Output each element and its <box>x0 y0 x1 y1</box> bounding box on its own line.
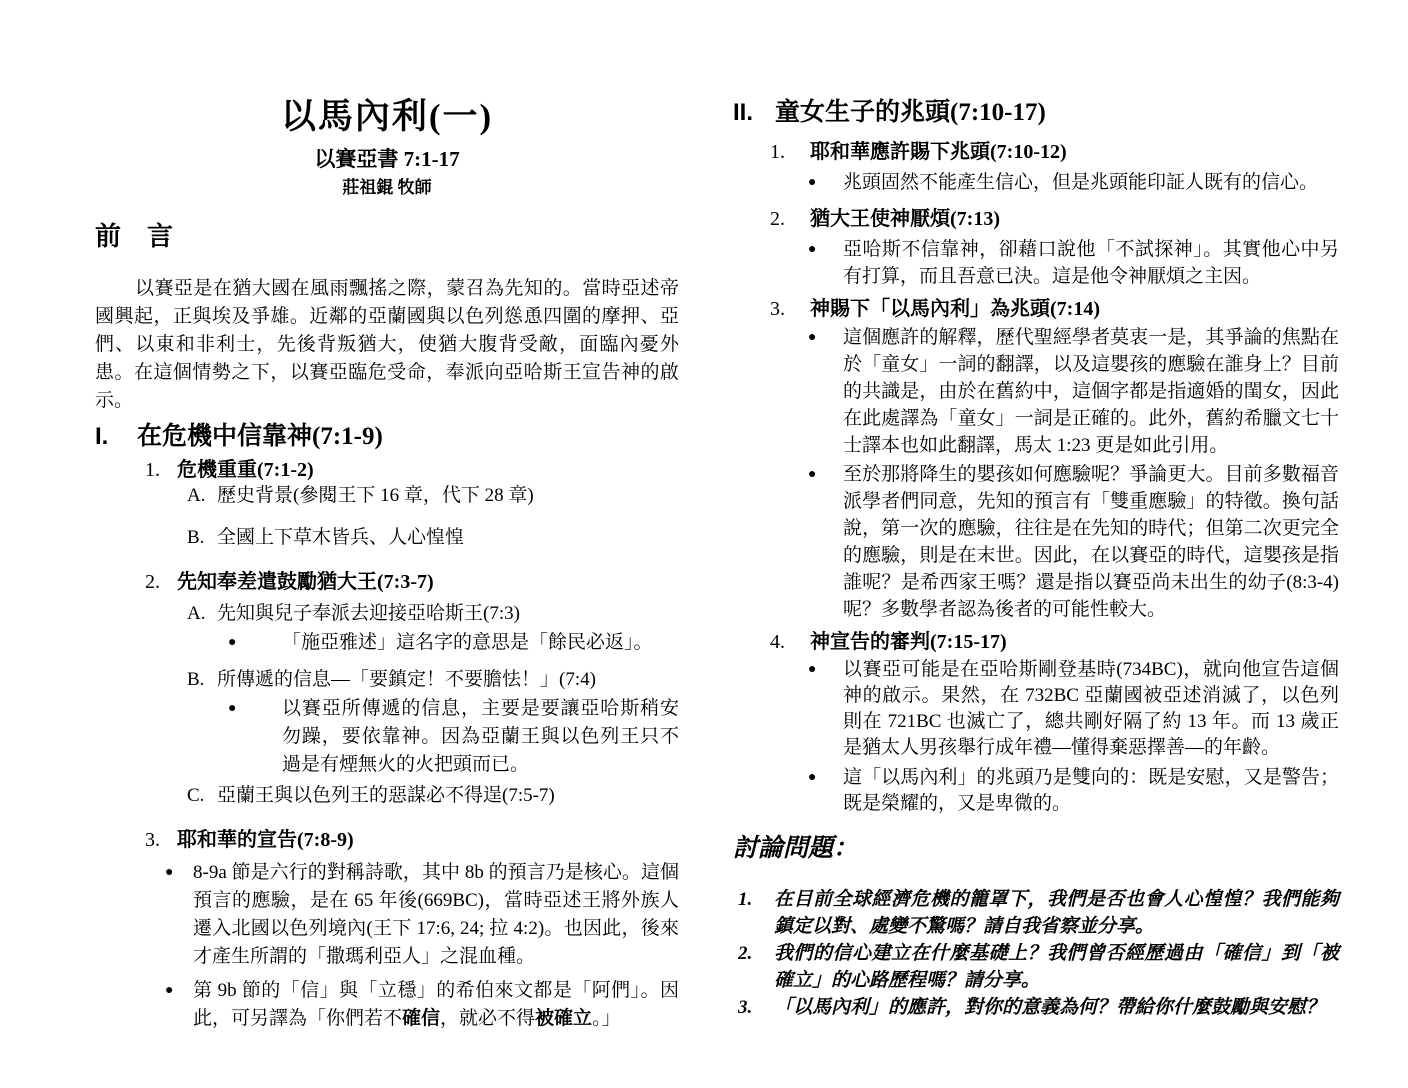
item-number: 1. <box>145 458 160 481</box>
sub-item-1-2-B <box>187 667 679 693</box>
bullet-item <box>228 629 679 657</box>
item-number: 3. <box>145 828 160 851</box>
item-heading: 危機重重(7:1-2) <box>177 458 314 481</box>
item-heading: 神宣告的審判(7:15-17) <box>810 631 1007 653</box>
question-number: 2. <box>738 942 753 964</box>
bullet-text-part: 第 9b 節的「信」與「立穩」的希伯來文都是「阿們」。因此，可另譯為「你們若不 <box>193 979 679 1029</box>
outline-item-1-1 <box>145 457 679 483</box>
bullet-icon: ● <box>808 242 817 257</box>
bullet-text: 兆頭固然不能產生信心，但是兆頭能印証人既有的信心。 <box>843 172 1319 193</box>
item-heading: 猶大王使神厭煩(7:13) <box>810 208 1000 230</box>
bullet-text: 「施亞雅述」這名字的意思是「餘民必返」。 <box>282 631 653 653</box>
scripture-reference: 以賽亞書 7:1-17 <box>314 147 460 171</box>
author-name: 莊祖錕 牧師 <box>342 178 432 197</box>
outline-item-2-1 <box>770 139 1339 165</box>
discussion-question-1 <box>738 886 1339 940</box>
outline-item-1-3 <box>145 827 679 853</box>
discussion-heading: 討論問題： <box>733 835 859 862</box>
item-number: 2. <box>145 570 160 593</box>
bullet-text: 亞哈斯不信靠神，卻藉口說他「不試探神」。其實他心中另有打算，而且吾意已決。這是他令神厭煩之主因。 <box>843 239 1339 287</box>
sub-item-text: 全國上下草木皆兵、人心惶惶 <box>217 526 465 548</box>
sub-item-1-1-B <box>187 525 679 551</box>
outline-item-1-2 <box>145 569 679 595</box>
bullet-text: 以賽亞所傳遞的信息，主要是要讓亞哈斯稍安勿躁，要依靠神。因為亞蘭王與以色列王只不過是有煙無火的火把頭而已。 <box>282 697 679 775</box>
left-column <box>95 95 679 1033</box>
bullet-item <box>808 169 1339 196</box>
item-heading: 耶和華的宣告(7:8-9) <box>177 828 354 851</box>
section-2-number: II. <box>733 99 754 126</box>
bullet-text-part: ，就必不得 <box>440 1007 536 1029</box>
outline-item-2-2 <box>770 206 1339 232</box>
title-block <box>95 95 679 199</box>
sub-item-text: 歷史背景(參閱王下 16 章，代下 28 章) <box>217 484 534 506</box>
sub-item-text: 所傳遞的信息—「要鎮定！不要膽怯！」(7:4) <box>217 668 596 690</box>
item-heading: 先知奉差遣鼓勵猶大王(7:3-7) <box>177 570 434 593</box>
outline-item-2-3 <box>770 296 1339 322</box>
bullet-icon: ● <box>165 864 174 880</box>
bullet-text <box>193 977 679 1033</box>
bullet-icon: ● <box>808 662 817 677</box>
sub-item-text: 先知與兒子奉派去迎接亞哈斯王(7:3) <box>217 602 520 624</box>
bullet-icon: ● <box>808 770 817 785</box>
question-text: 在目前全球經濟危機的籠罩下，我們是否也會人心惶惶？我們能夠鎮定以對、處變不驚嗎？請自我省察並分享。 <box>774 888 1339 937</box>
bullet-text-bold: 確信 <box>402 1007 441 1029</box>
bullet-icon: ● <box>228 700 237 716</box>
bullet-icon: ● <box>808 175 817 190</box>
bullet-text-bold: 被確立 <box>535 1007 593 1029</box>
bullet-item <box>808 461 1339 623</box>
question-number: 1. <box>738 888 753 910</box>
question-number: 3. <box>738 996 753 1018</box>
sub-item-1-1-A <box>187 483 679 509</box>
bullet-text: 以賽亞可能是在亞哈斯剛登基時(734BC)，就向他宣告這個神的啟示。果然，在 732BC 亞蘭國被亞述消滅了，以色列則在 721BC 也滅亡了，總共剛好隔了約 13 年。而 13 歲正是猶太人男孩舉行成年禮—懂得棄惡擇善—的年齡。 <box>843 659 1339 758</box>
item-heading: 耶和華應許賜下兆頭(7:10-12) <box>810 141 1067 163</box>
preface-paragraph: 以賽亞是在猶大國在風雨飄搖之際，蒙召為先知的。當時亞述帝國興起，正與埃及爭雄。近鄰的亞蘭國與以色列慫恿四圍的摩押、亞們、以東和非利士，先後背叛猶大，使猶大腹背受敵，面臨內憂外患。在這個情勢之下，以賽亞臨危受命，奉派向亞哈斯王宣告神的啟示。 <box>95 277 679 411</box>
item-heading: 神賜下「以馬內利」為兆頭(7:14) <box>810 298 1100 320</box>
section-2-heading <box>733 97 1339 129</box>
bullet-text: 這個應許的解釋，歷代聖經學者莫衷一是，其爭論的焦點在於「童女」一詞的翻譯，以及這嬰孩的應驗在誰身上？目前的共識是，由於在舊約中，這個字都是指適婚的閨女，因此在此處譯為「童女」一詞是正確的。此外，舊約希臘文七十士譯本也如此翻譯，馬太 1:23 更是如此引用。 <box>843 327 1339 456</box>
section-2-title: 童女生子的兆頭(7:10-17) <box>775 99 1046 126</box>
bullet-icon: ● <box>808 467 817 482</box>
sub-item-label: A. <box>187 484 206 506</box>
right-column <box>733 95 1339 1021</box>
sub-item-label: A. <box>187 602 206 624</box>
bullet-item <box>808 657 1339 761</box>
bullet-text-part: 。」 <box>592 1007 621 1029</box>
discussion-question-3 <box>738 994 1339 1021</box>
sub-item-text: 亞蘭王與以色列王的惡謀必不得逞(7:5-7) <box>217 784 555 806</box>
bullet-item <box>165 977 679 1033</box>
sub-item-label: B. <box>187 668 205 690</box>
bullet-text: 8-9a 節是六行的對稱詩歌，其中 8b 的預言乃是核心。這個預言的應驗，是在 65 年後(669BC)，當時亞述王將外族人遷入北國以色列境內(王下 17:6, 24; 拉 4:2)。也因此，後來才產生所謂的「撒瑪利亞人」之混血種。 <box>193 861 679 967</box>
sub-item-1-2-A <box>187 601 679 627</box>
bullet-item <box>808 236 1339 290</box>
bullet-icon: ● <box>808 330 817 345</box>
bullet-item <box>165 859 679 971</box>
bullet-icon: ● <box>165 982 174 998</box>
bullet-item <box>808 324 1339 459</box>
section-1-title: 在危機中信靠神(7:1-9) <box>137 422 383 450</box>
bullet-text: 至於那將降生的嬰孩如何應驗呢？爭論更大。目前多數福音派學者們同意，先知的預言有「雙重應驗」的特徵。換句話說，第一次的應驗，往往是在先知的時代；但第二次更完全的應驗，則是在末世。因此，在以賽亞的時代，這嬰孩是指誰呢？是希西家王嗎？還是指以賽亞尚未出生的幼子(8:3-4)呢？多數學者認為後者的可能性較大。 <box>843 464 1339 620</box>
section-1-heading <box>95 421 679 453</box>
item-number: 4. <box>770 631 785 653</box>
sub-item-1-2-C <box>187 783 679 809</box>
bullet-item <box>228 695 679 779</box>
sub-item-label: B. <box>187 526 205 548</box>
preface-heading: 前 言 <box>95 222 174 251</box>
item-number: 3. <box>770 298 785 320</box>
bullet-text: 這「以馬內利」的兆頭乃是雙向的：既是安慰，又是警告；既是榮耀的，又是卑微的。 <box>843 767 1339 814</box>
bullet-item <box>808 765 1339 817</box>
page-title: 以馬內利(一) <box>280 97 494 136</box>
question-text: 我們的信心建立在什麼基礎上？我們曾否經歷過由「確信」到「被確立」的心路歷程嗎？請分享。 <box>774 942 1339 991</box>
discussion-question-2 <box>738 940 1339 994</box>
item-number: 1. <box>770 141 785 163</box>
outline-item-2-4 <box>770 629 1339 655</box>
item-number: 2. <box>770 208 785 230</box>
section-1-number: I. <box>95 422 109 450</box>
question-text: 「以馬內利」的應許，對你的意義為何？帶給你什麼鼓勵與安慰？ <box>774 996 1326 1018</box>
bullet-icon: ● <box>228 634 237 650</box>
sub-item-label: C. <box>187 784 205 806</box>
